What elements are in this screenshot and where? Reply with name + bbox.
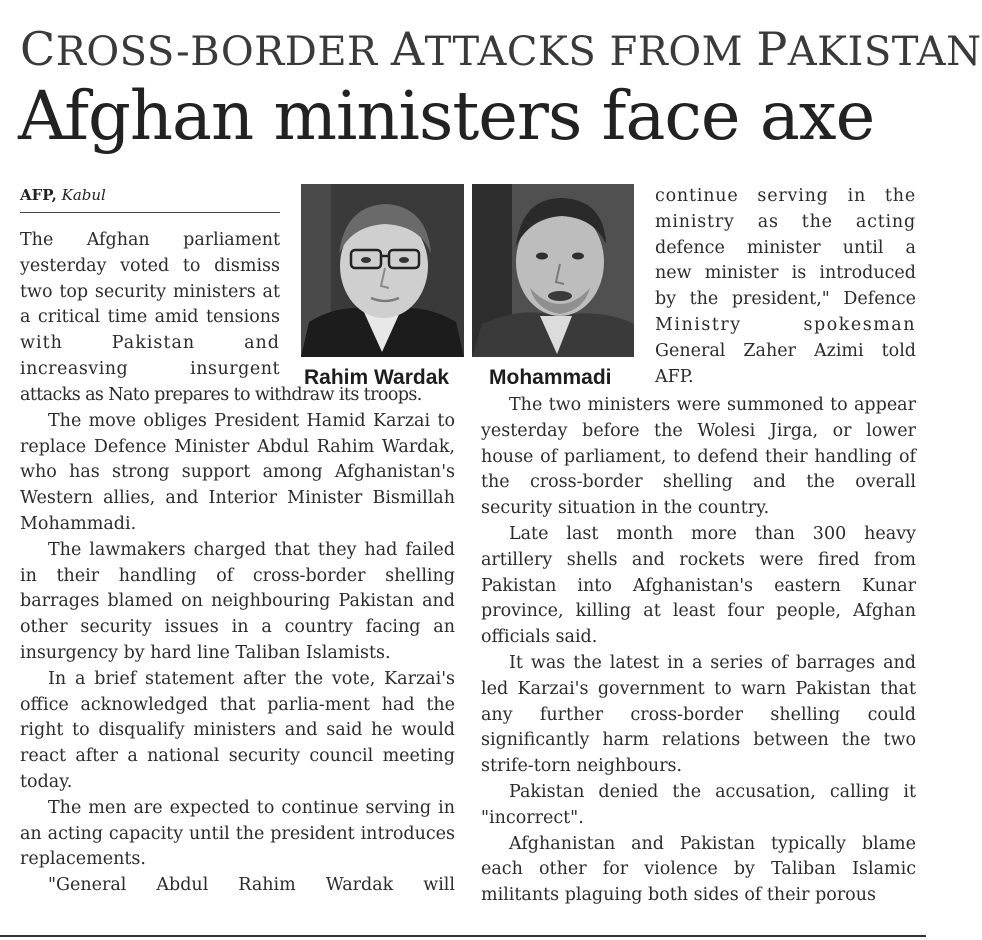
kicker: CROSS-BORDER ATTACKS FROM PAKISTAN [20,22,982,76]
col2-line: by the president," Defence [655,289,916,310]
col2-para: Late last month more than 300 heavy artillery shells and rockets were fired from Pakistan into Afghanistan's eastern Kunar province, killing at least four people, Afghan officials said. [481,523,916,648]
col2-line: Ministry spokesman [655,314,916,335]
col1-para: The men are expected to continue serving in an acting capacity until the president introduces replacements. [20,797,455,870]
col1-para: The lawmakers charged that they had failed in their handling of cross-border shelling barrages blamed on neighbouring Pakistan and other security issues in a country facing an insurgency by hard line Taliban Islamists. [20,539,455,663]
col1-line: a critical time amid tensions [20,307,280,328]
col2-line: AFP. [655,366,694,387]
col1-line: The Afghan parliament [20,230,280,250]
col2-para: Afghanistan and Pakistan typically blame each other for violence by Taliban Islamic militants plaguing both sides of their porous [481,833,916,906]
col1-line: two top security ministers at [20,281,280,302]
byline-source: AFP, [20,186,57,204]
photo-caption-mohammadi: Mohammadi [489,366,612,389]
col1-para: attacks as Nato prepares to withdraw its troops. [20,385,422,405]
col1-line: yesterday voted to dismiss [20,255,280,276]
byline [20,184,278,206]
col2-para: It was the latest in a series of barrages and led Karzai's government to warn Pakistan that any further cross-border shelling could significantly harm relations between the two strife-torn neighbours. [481,652,916,777]
col2-para: Pakistan denied the accusation, calling it "incorrect". [481,781,916,828]
col1-para: "General Abdul Rahim Wardak will [48,875,455,896]
col1-body [20,383,455,899]
col2-line: defence minister until a [655,237,916,258]
byline-location: Kabul [61,186,106,204]
col2-line: new minister is introduced [655,263,916,284]
bottom-rule [0,935,926,937]
col1-para: In a brief statement after the vote, Karzai's office acknowledged that parlia-ment had the right to disqualify ministers and said he would react after a national security council meeting today. [20,668,455,792]
photo-rahim-wardak [301,184,464,357]
byline-rule [20,212,280,213]
col1-top [20,228,280,383]
col2-top [655,184,916,390]
col1-para: The move obliges President Hamid Karzai to replace Defence Minister Abdul Rahim Wardak, who has strong support among Afghanistan's Western allies, and Interior Minister Bismillah Mohammadi. [20,410,455,534]
col1-line: with Pakistan and [20,333,280,354]
headline: Afghan ministers face axe [18,77,875,155]
col2-body [481,393,916,909]
col2-line: ministry as the acting [655,211,916,232]
col2-line: continue serving in the [655,186,916,206]
col2-para: The two ministers were summoned to appear yesterday before the Wolesi Jirga, or lower house of parliament, to defend their handling of the cross-border shelling and the overall security situation in the country. [481,395,916,519]
photo-caption-wardak: Rahim Wardak [304,366,450,389]
col1-line: increasving insurgent [20,358,280,379]
photo-mohammadi [472,184,634,357]
col2-line: General Zaher Azimi told [655,340,916,361]
